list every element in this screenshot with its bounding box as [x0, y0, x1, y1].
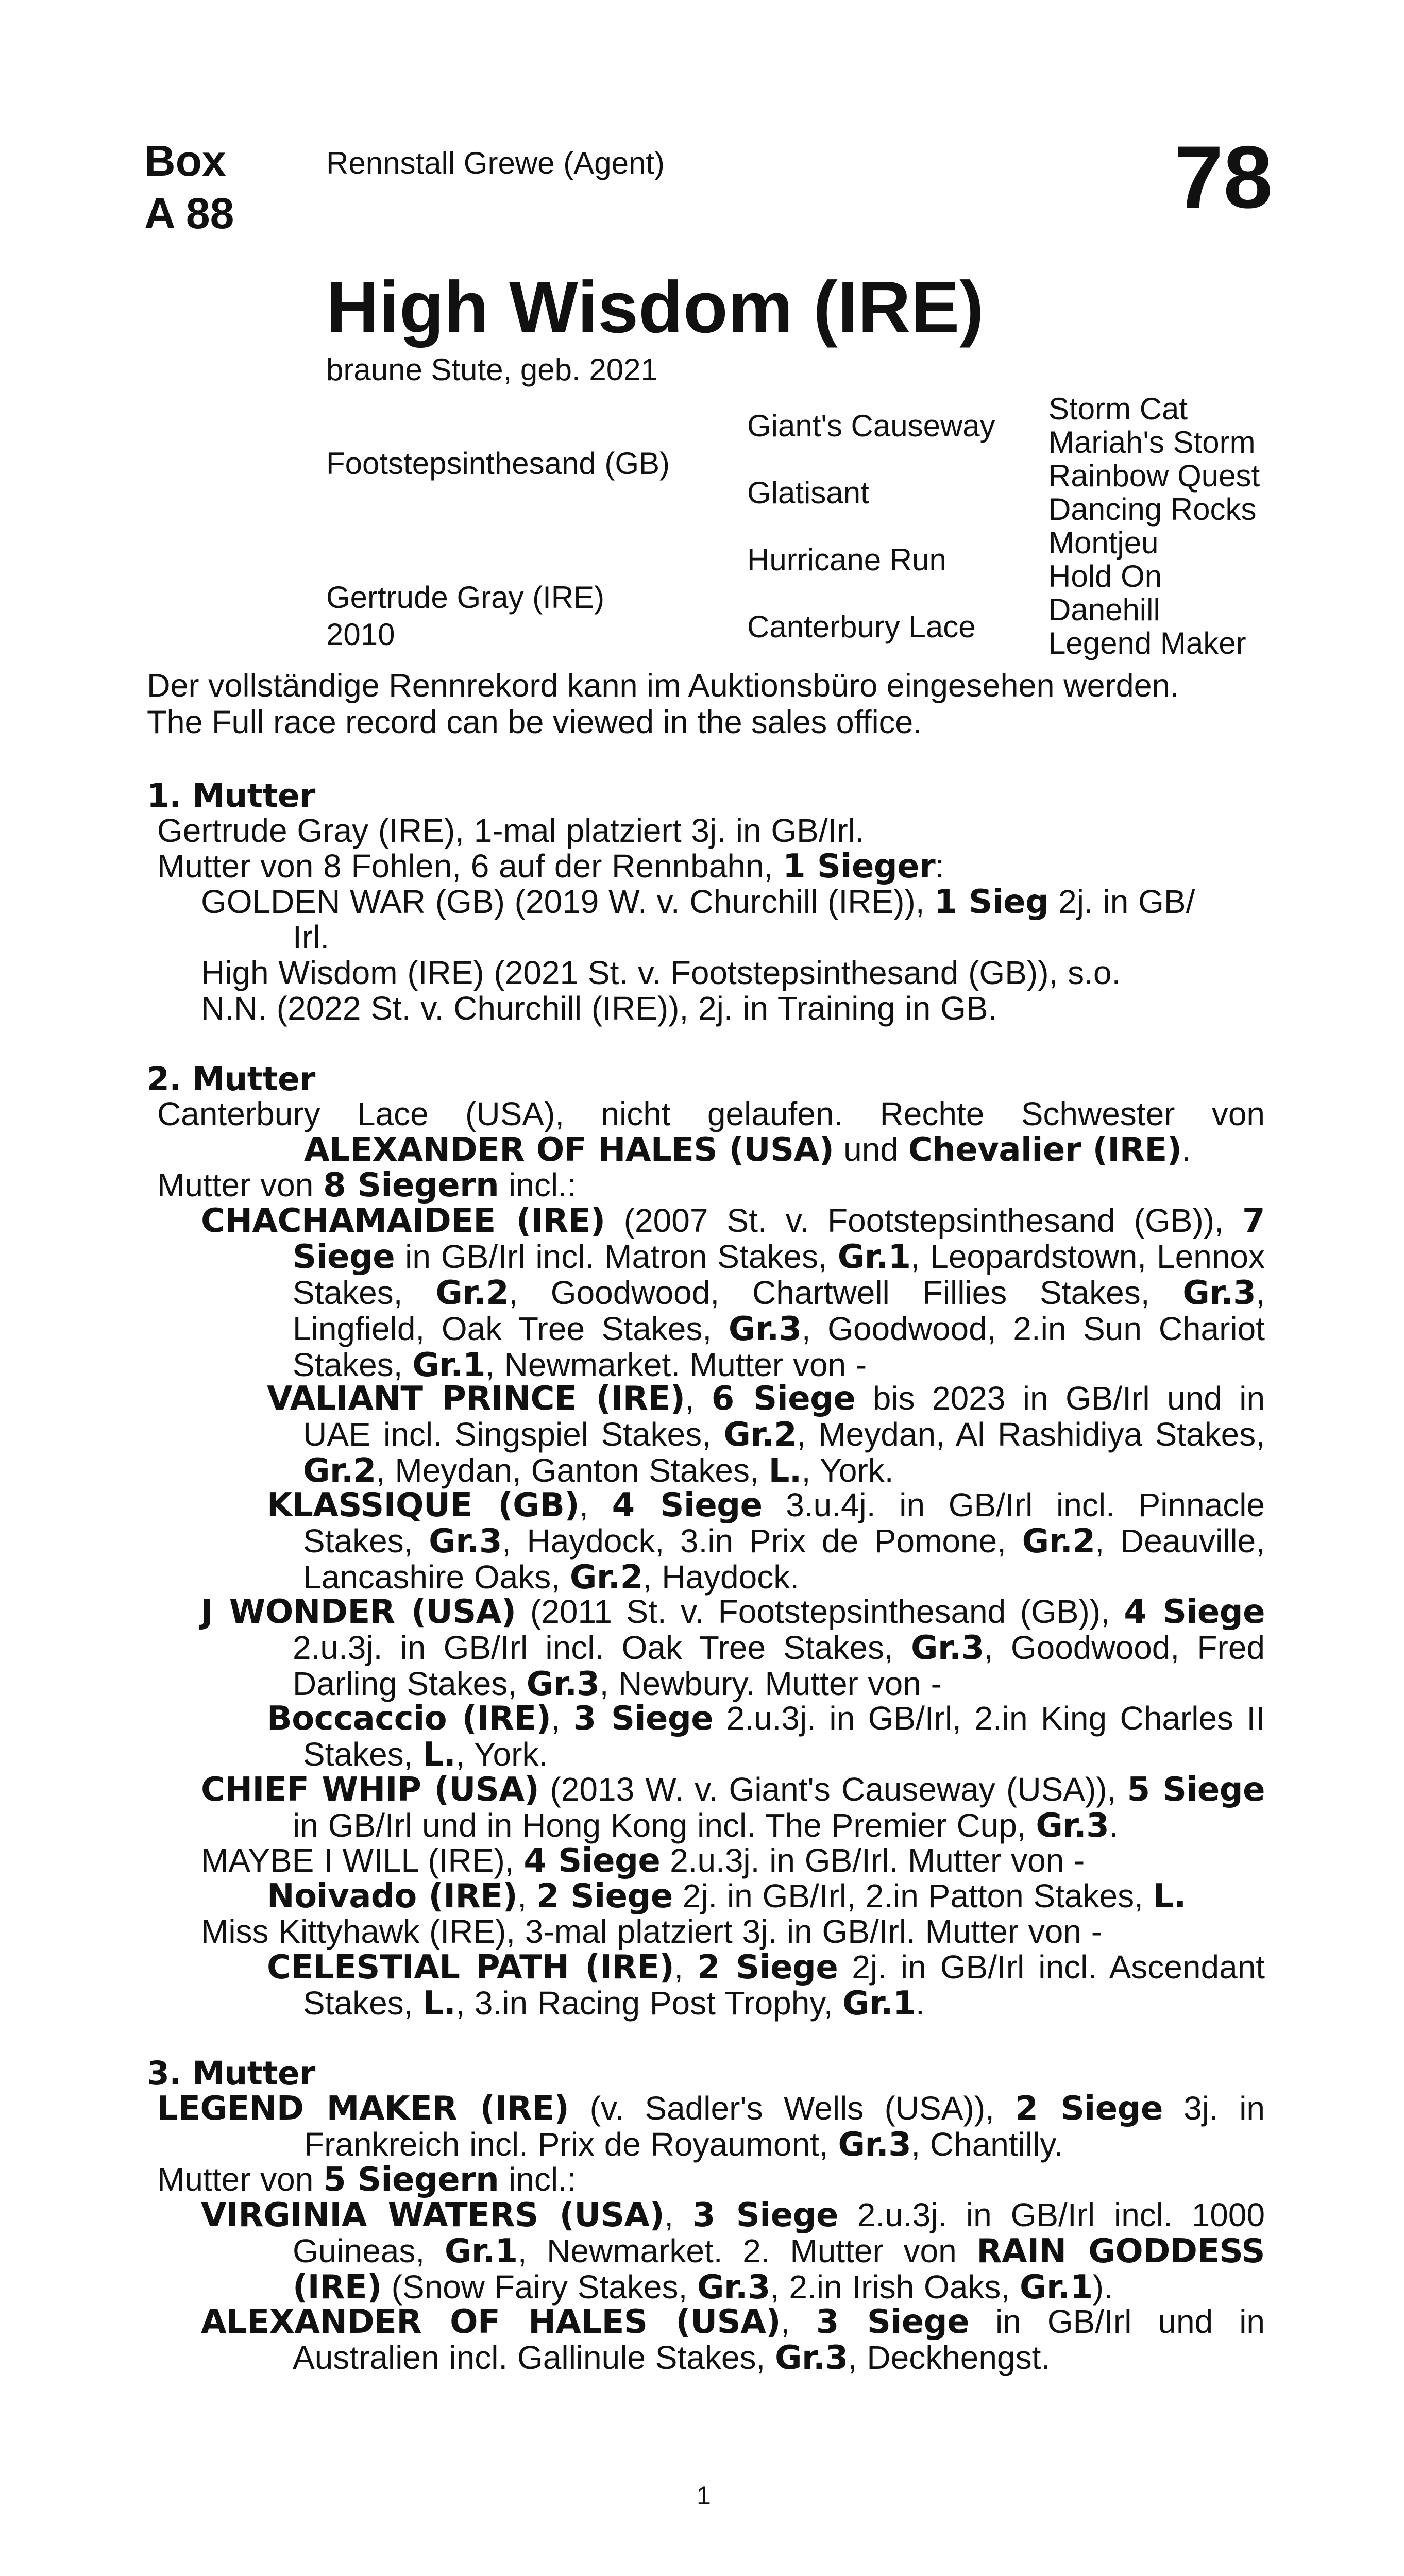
produce-celestial-path: CELESTIAL PATH (IRE), 2 Siege 2j. in GB/Irl incl. Ascendant Stakes, L., 3.in Racing Post Trophy, Gr.1.	[267, 1948, 1265, 2023]
pedigree-grandsire-maternal: Hurricane Run	[747, 543, 946, 577]
produce-alexander-of-hales: ALEXANDER OF HALES (USA), 3 Siege in GB/Irl und in Australien incl. Gallinule Stakes, Gr.3, Deckhengst.	[201, 2303, 1265, 2377]
agent-name: Rennstall Grewe (Agent)	[326, 146, 665, 180]
produce-noivado: Noivado (IRE), 2 Siege 2j. in GB/Irl, 2.in Patton Stakes, L.	[267, 1877, 1186, 1916]
second-dam-siblings: ALEXANDER OF HALES (USA) und Chevalier (IRE).	[304, 1131, 1191, 1169]
produce-golden-war-cont: Irl.	[293, 919, 330, 956]
pedigree-ggp-6: Hold On	[1048, 559, 1162, 594]
produce-maybe-i-will: MAYBE I WILL (IRE), 4 Siege 2.u.3j. in GB/Irl. Mutter von -	[201, 1842, 1085, 1880]
pedigree-ggp-8: Legend Maker	[1048, 626, 1246, 660]
produce-chachamaidee: CHACHAMAIDEE (IRE) (2007 St. v. Footstepsinthesand (GB)), 7 Siege in GB/Irl incl. Matron Stakes, Gr.1, Leopardstown, Lennox Stakes, Gr.2, Goodwood, Chartwell Fillies Stakes, Gr.3, Lingfield, Oak Tree Stakes, Gr.3, Goodwood, 2.in Sun Chariot Stakes, Gr.1, Newmarket. Mutter von -	[201, 1202, 1265, 1384]
second-dam-title: 2. Mutter	[147, 1060, 315, 1098]
notice-german: Der vollständige Rennrekord kann im Auktionsbüro eingesehen werden.	[147, 668, 1179, 704]
second-dam-produce: Mutter von 8 Siegern incl.:	[157, 1166, 577, 1205]
third-dam-produce: Mutter von 5 Siegern incl.:	[157, 2161, 577, 2199]
produce-virginia-waters: VIRGINIA WATERS (USA), 3 Siege 2.u.3j. in GB/Irl incl. 1000 Guineas, Gr.1, Newmarket. 2. Mutter von RAIN GODDESS (IRE) (Snow Fairy Stakes, Gr.3, 2.in Irish Oaks, Gr.1).	[201, 2196, 1265, 2307]
pedigree-ggp-2: Mariah's Storm	[1048, 425, 1256, 460]
produce-klassique: KLASSIQUE (GB), 4 Siege 3.u.4j. in GB/Irl incl. Pinnacle Stakes, Gr.3, Haydock, 3.in Prix de Pomone, Gr.2, Deauville, Lancashire Oaks, Gr.2, Haydock.	[267, 1486, 1265, 1597]
first-dam-record: Gertrude Gray (IRE), 1-mal platziert 3j. in GB/Irl.	[157, 812, 865, 849]
produce-high-wisdom: High Wisdom (IRE) (2021 St. v. Footstepsinthesand (GB)), s.o.	[201, 954, 1121, 991]
produce-nn: N.N. (2022 St. v. Churchill (IRE)), 2j. in Training in GB.	[201, 990, 997, 1027]
produce-miss-kittyhawk: Miss Kittyhawk (IRE), 3-mal platziert 3j. in GB/Irl. Mutter von -	[201, 1913, 1103, 1950]
produce-golden-war: GOLDEN WAR (GB) (2019 W. v. Churchill (IRE)), 1 Sieg 2j. in GB/	[201, 883, 1195, 921]
produce-boccaccio: Boccaccio (IRE), 3 Siege 2.u.3j. in GB/Irl, 2.in King Charles II Stakes, L., York.	[267, 1700, 1265, 1774]
pedigree-ggp-7: Danehill	[1048, 592, 1160, 627]
box-label: Box	[144, 137, 226, 185]
pedigree-ggp-5: Montjeu	[1048, 526, 1159, 560]
second-dam-record: Canterbury Lace (USA), nicht gelaufen. Rechte Schwester von	[157, 1095, 1265, 1132]
pedigree-dam: Gertrude Gray (IRE)	[326, 580, 605, 615]
pedigree-ggp-1: Storm Cat	[1048, 392, 1188, 426]
first-dam-title: 1. Mutter	[147, 777, 315, 815]
notice-english: The Full race record can be viewed in the sales office.	[147, 704, 922, 740]
lot-number: 78	[1174, 128, 1273, 227]
box-number: A 88	[144, 189, 234, 238]
pedigree-ggp-4: Dancing Rocks	[1048, 492, 1257, 527]
pedigree-grandsire-paternal: Giant's Causeway	[747, 409, 995, 443]
pedigree-sire: Footstepsinthesand (GB)	[326, 446, 670, 481]
produce-j-wonder: J WONDER (USA) (2011 St. v. Footstepsinthesand (GB)), 4 Siege 2.u.3j. in GB/Irl incl. Oak Tree Stakes, Gr.3, Goodwood, Fred Darling Stakes, Gr.3, Newbury. Mutter von -	[201, 1593, 1265, 1703]
produce-valiant-prince: VALIANT PRINCE (IRE), 6 Siege bis 2023 in GB/Irl und in UAE incl. Singspiel Stakes, Gr.2, Meydan, Al Rashidiya Stakes, Gr.2, Meydan, Ganton Stakes, L., York.	[267, 1380, 1265, 1490]
pedigree-granddam-paternal: Glatisant	[747, 476, 869, 510]
third-dam-record: LEGEND MAKER (IRE) (v. Sadler's Wells (USA)), 2 Siege 3j. in Frankreich incl. Prix de Royaumont, Gr.3, Chantilly.	[157, 2090, 1265, 2164]
first-dam-produce: Mutter von 8 Fohlen, 6 auf der Rennbahn, 1 Sieger:	[157, 848, 944, 886]
pedigree-granddam-maternal: Canterbury Lace	[747, 609, 976, 644]
pedigree-ggp-3: Rainbow Quest	[1048, 459, 1260, 493]
pedigree-dam-year: 2010	[326, 617, 395, 652]
page-number: 1	[697, 2481, 711, 2510]
horse-description: braune Stute, geb. 2021	[326, 352, 658, 387]
horse-name: High Wisdom (IRE)	[326, 266, 984, 348]
third-dam-title: 3. Mutter	[147, 2055, 315, 2092]
produce-chief-whip: CHIEF WHIP (USA) (2013 W. v. Giant's Causeway (USA)), 5 Siege in GB/Irl und in Hong Kong incl. The Premier Cup, Gr.3.	[201, 1771, 1265, 1845]
